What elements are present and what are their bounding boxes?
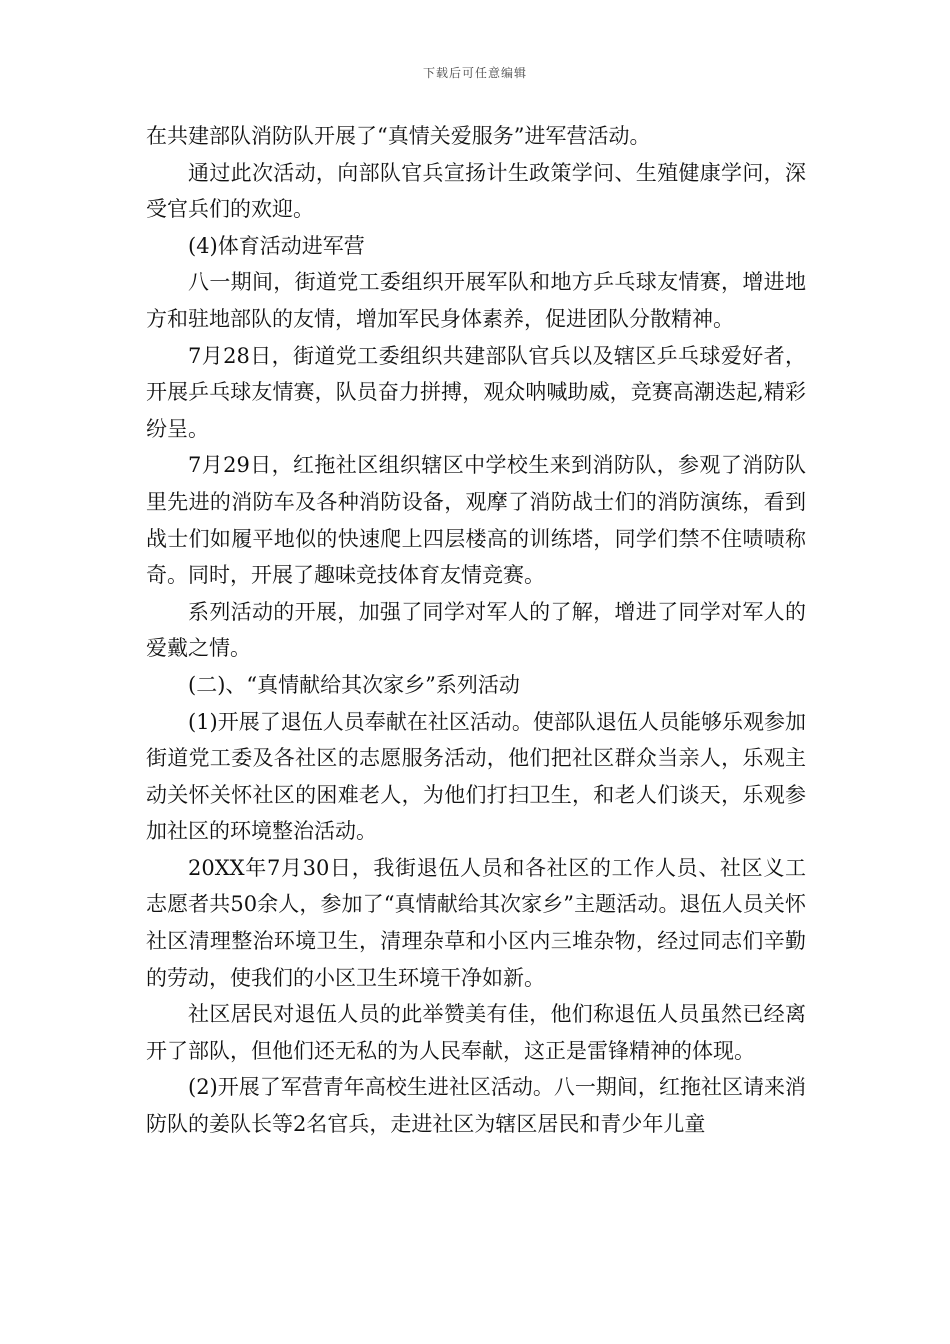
page-header: 下载后可任意编辑 bbox=[422, 66, 527, 80]
section-heading: (4)体育活动进军营 bbox=[188, 233, 365, 258]
paragraph: 7月28日，街道党工委组织共建部队官兵以及辖区乒乓球爱好者，开展乒乓球友情赛，队员奋力拼搏，观众呐喊助威，竞赛高潮迭起,精彩纷呈。 bbox=[146, 343, 806, 441]
paragraph: (2)开展了军营青年高校生进社区活动。八一期间，红拖社区请来消防队的姜队长等2名官兵，走进社区为辖区居民和青少年儿童 bbox=[146, 1075, 806, 1137]
paragraph: (1)开展了退伍人员奉献在社区活动。使部队退伍人员能够乐观参加街道党工委及各社区的志愿服务活动，他们把社区群众当亲人，乐观主动关怀关怀社区的困难老人，为他们打扫卫生，和老人们谈天，乐观参加社区的环境整治活动。 bbox=[146, 709, 806, 844]
paragraph: 20XX年7月30日，我街退伍人员和各社区的工作人员、社区义工志愿者共50余人，参加了“真情献给其次家乡”主题活动。退伍人员关怀社区清理整治环境卫生，清理杂草和小区内三堆杂物，经过同志们辛勤的劳动，使我们的小区卫生环境干净如新。 bbox=[146, 855, 806, 990]
section-heading: (二)、“真情献给其次家乡”系列活动 bbox=[188, 672, 520, 697]
paragraph: 7月29日，红拖社区组织辖区中学校生来到消防队，参观了消防队里先进的消防车及各种消防设备，观摩了消防战士们的消防演练，看到战士们如履平地似的快速爬上四层楼高的训练塔，同学们禁不住啧啧称奇。同时，开展了趣味竞技体育友情竞赛。 bbox=[146, 453, 806, 588]
paragraph: 通过此次活动，向部队官兵宣扬计生政策学问、生殖健康学问，深受官兵们的欢迎。 bbox=[146, 160, 806, 222]
paragraph: 八一期间，街道党工委组织开展军队和地方乒乓球友情赛，增进地方和驻地部队的友情，增加军民身体素养，促进团队分散精神。 bbox=[146, 270, 806, 331]
paragraph: 系列活动的开展，加强了同学对军人的了解，增进了同学对军人的爱戴之情。 bbox=[146, 599, 806, 661]
document-body bbox=[146, 118, 806, 1143]
paragraph: 社区居民对退伍人员的此举赞美有佳，他们称退伍人员虽然已经离开了部队，但他们还无私的为人民奉献，这正是雷锋精神的体现。 bbox=[146, 1002, 806, 1063]
paragraph: 在共建部队消防队开展了“真情关爱服务”进军营活动。 bbox=[146, 124, 651, 148]
